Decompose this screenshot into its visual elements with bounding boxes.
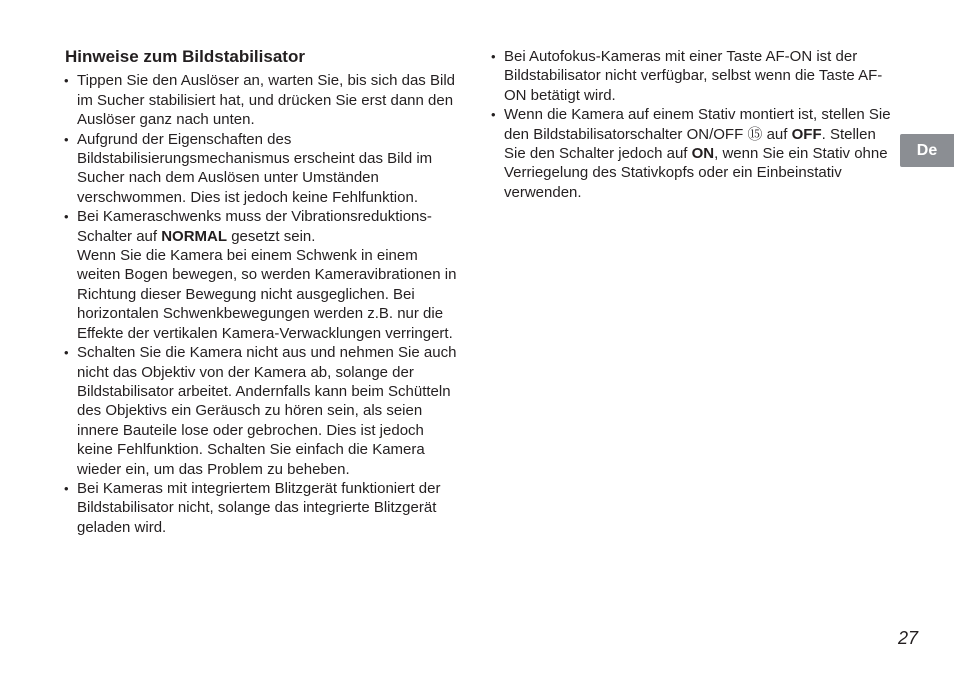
bullet-text: . Stellen Sie den Schalter jedoch auf (504, 125, 876, 163)
setting-on: ON (691, 145, 715, 163)
left-column (64, 47, 462, 537)
language-tab: De (900, 134, 954, 167)
list-item (491, 47, 891, 105)
list-item (64, 71, 462, 129)
notes-list-left (64, 71, 462, 537)
page-number: 27 (898, 628, 919, 648)
list-item (64, 130, 462, 208)
setting-normal: NORMAL (161, 227, 228, 245)
section-title: Hinweise zum Bildstabilisator (65, 47, 305, 66)
list-item (64, 479, 462, 537)
bullet-text: Tippen Sie den Auslöser an, warten Sie, bis sich das Bild im Sucher stabilisiert hat, und drücken Sie erst dann den Auslöser ganz nach unten. (77, 72, 455, 129)
bullet-text: Wenn die Kamera auf einem Stativ montiert ist, stellen Sie den Bildstabilisatorschalter ON/OFF ⑮ auf (504, 106, 891, 143)
bullet-text: Aufgrund der Eigenschaften des Bildstabilisierungsmechanismus erscheint das Bild im Sucher nach dem Auslösen unter Umständen verschwommen. Dies ist jedoch keine Fehlfunktion. (77, 130, 433, 206)
bullet-text: Bei Kameraschwenks muss der Vibrationsreduktions-Schalter auf (77, 208, 432, 245)
notes-list-right (491, 47, 891, 202)
bullet-text: Bei Autofokus-Kameras mit einer Taste AF-ON ist der Bildstabilisator nicht verfügbar, selbst wenn die Taste AF-ON betätigt wird. (504, 48, 883, 104)
list-item (64, 207, 462, 343)
bullet-text: , wenn Sie ein Stativ ohne Verriegelung des Stativkopfs oder ein Einbeinstativ verwenden. (504, 145, 888, 201)
list-item (64, 343, 462, 479)
bullet-text: Schalten Sie die Kamera nicht aus und nehmen Sie auch nicht das Objektiv von der Kamera ab, solange der Bildstabilisator arbeitet. Andernfalls kann beim Schütteln des Objektivs ein Geräusch zu hören sein, als seien innere Bauteile lose oder gebrochen. Dies ist jedoch keine Fehlfunktion. Schalten Sie einfach die Kamera wieder ein, um das Problem zu beheben. (77, 344, 457, 478)
bullet-continuation: Wenn Sie die Kamera bei einem Schwenk in einem weiten Bogen bewegen, so werden Kameravibrationen in Richtung dieser Bewegung nicht ausgeglichen. Bei horizontalen Schwenkbewegungen werden z.B. nur die Effekte der vertikalen Kamera-Verwacklungen verringert. (77, 247, 457, 342)
right-column (491, 47, 891, 202)
list-item (491, 105, 891, 202)
bullet-text: gesetzt sein. (227, 227, 316, 245)
setting-off: OFF (791, 125, 822, 143)
bullet-text: Bei Kameras mit integriertem Blitzgerät funktioniert der Bildstabilisator nicht, solange das integrierte Blitzgerät geladen wird. (77, 479, 441, 536)
